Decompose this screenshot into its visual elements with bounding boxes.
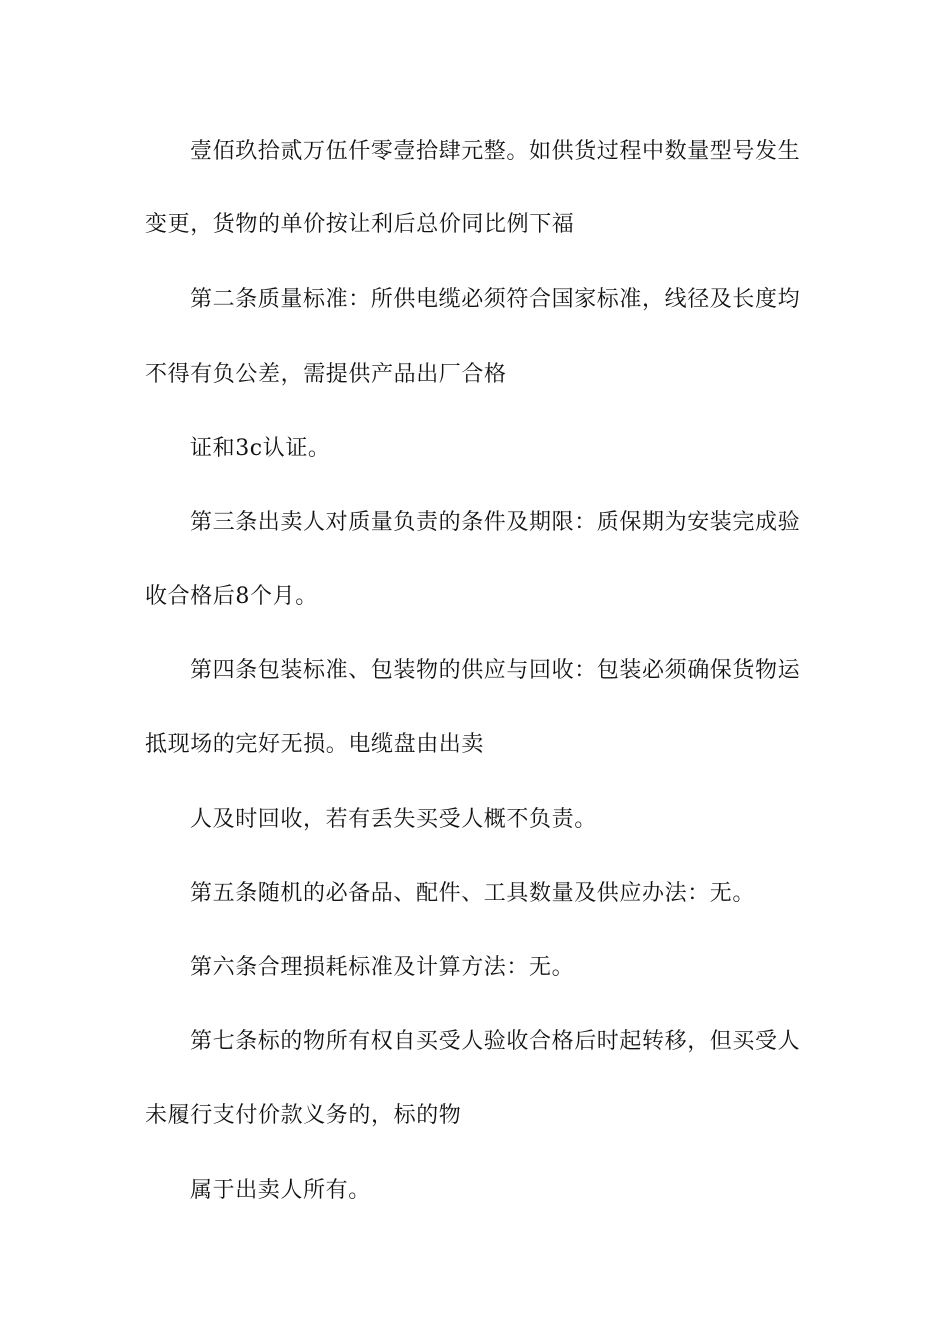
paragraph-line: 变更，货物的单价按让利后总价同比例下福 xyxy=(145,212,575,237)
paragraph-line: 第四条包装标准、包装物的供应与回收：包装必须确保货物运 xyxy=(190,658,801,683)
paragraph-line: 证和3c认证。 xyxy=(190,436,331,461)
paragraph-line: 壹佰玖拾贰万伍仟零壹拾肆元整。如供货过程中数量型号发生 xyxy=(190,139,801,164)
paragraph-line: 第三条出卖人对质量负责的条件及期限：质保期为安装完成验 xyxy=(190,510,801,535)
paragraph-line: 第二条质量标准：所供电缆必须符合国家标准，线径及长度均 xyxy=(190,287,801,312)
paragraph-line: 未履行支付价款义务的，标的物 xyxy=(145,1103,462,1128)
paragraph-line: 不得有负公差，需提供产品出厂合格 xyxy=(145,362,507,387)
paragraph-line: 第五条随机的必备品、配件、工具数量及供应办法：无。 xyxy=(190,881,756,906)
paragraph-line: 收合格后8个月。 xyxy=(145,584,318,609)
paragraph-line: 人及时回收，若有丢失买受人概不负责。 xyxy=(190,807,597,832)
paragraph-line: 第六条合理损耗标准及计算方法：无。 xyxy=(190,955,575,980)
paragraph-line: 属于出卖人所有。 xyxy=(190,1178,371,1203)
paragraph-line: 第七条标的物所有权自买受人验收合格后时起转移，但买受人 xyxy=(190,1029,801,1054)
paragraph-line: 抵现场的完好无损。电缆盘由出卖 xyxy=(145,732,485,757)
